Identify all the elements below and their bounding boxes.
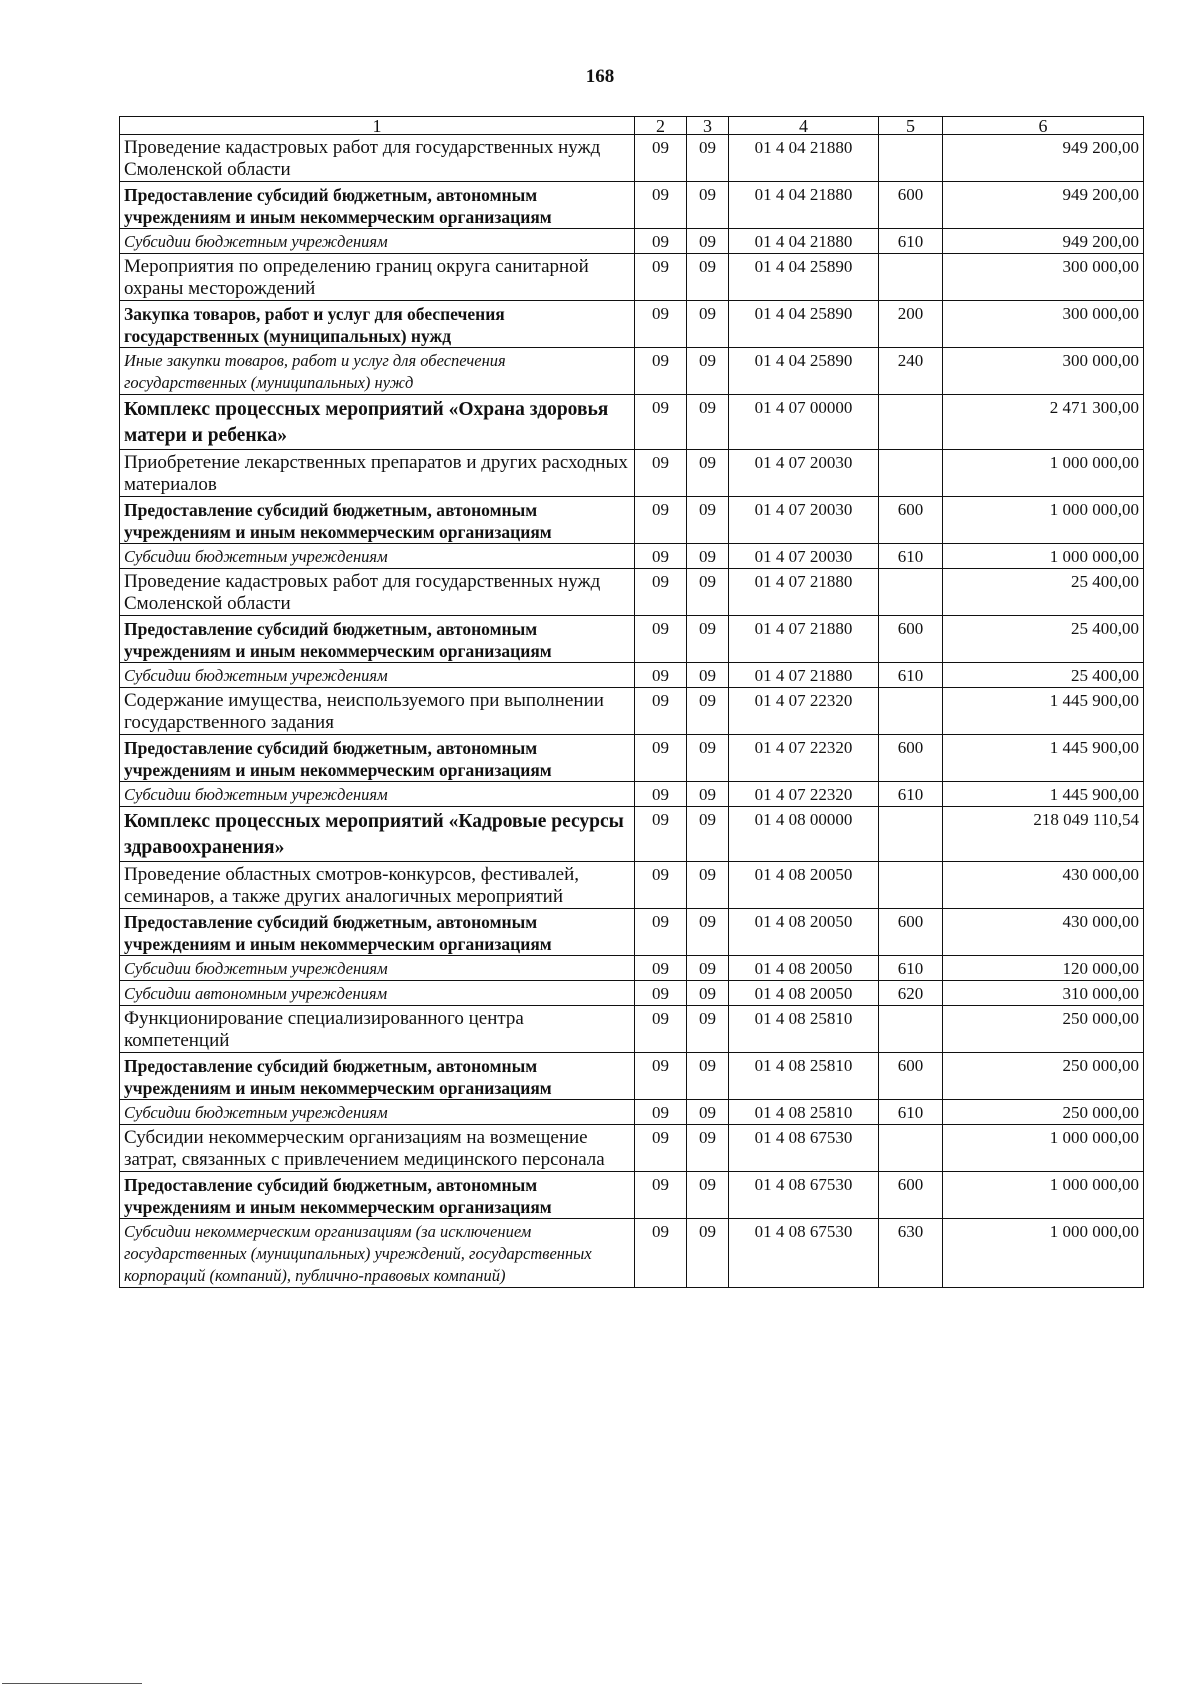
row-subsection-cell: 09 — [687, 862, 729, 909]
row-subsection-cell: 09 — [687, 395, 729, 450]
row-amount-cell: 949 200,00 — [943, 182, 1144, 229]
table-row — [120, 395, 1144, 450]
row-amount-cell: 300 000,00 — [943, 254, 1144, 301]
row-subsection-cell: 09 — [687, 1006, 729, 1053]
row-name-cell: Субсидии бюджетным учреждениям — [120, 229, 635, 254]
header-cell-3: 3 — [687, 117, 729, 135]
row-target-article-cell: 01 4 08 25810 — [729, 1053, 879, 1100]
row-section-cell: 09 — [635, 862, 687, 909]
row-subsection-cell: 09 — [687, 544, 729, 569]
row-expense-type-cell: 600 — [879, 616, 943, 663]
row-name-cell: Субсидии бюджетным учреждениям — [120, 663, 635, 688]
row-subsection-cell: 09 — [687, 735, 729, 782]
row-expense-type-cell: 600 — [879, 497, 943, 544]
row-amount-cell: 300 000,00 — [943, 301, 1144, 348]
row-section-cell: 09 — [635, 544, 687, 569]
row-expense-type-cell — [879, 395, 943, 450]
table-row — [120, 735, 1144, 782]
row-name-cell: Проведение областных смотров-конкурсов, фестивалей, семинаров, а также других аналогичных мероприятий — [120, 862, 635, 909]
row-amount-cell: 1 445 900,00 — [943, 688, 1144, 735]
row-amount-cell: 430 000,00 — [943, 862, 1144, 909]
row-subsection-cell: 09 — [687, 1053, 729, 1100]
row-target-article-cell: 01 4 04 25890 — [729, 348, 879, 395]
row-target-article-cell: 01 4 04 21880 — [729, 182, 879, 229]
row-section-cell: 09 — [635, 348, 687, 395]
row-target-article-cell: 01 4 07 22320 — [729, 688, 879, 735]
row-target-article-cell: 01 4 08 25810 — [729, 1100, 879, 1125]
row-amount-cell: 218 049 110,54 — [943, 807, 1144, 862]
row-section-cell: 09 — [635, 956, 687, 981]
table-row — [120, 1125, 1144, 1172]
table-row — [120, 182, 1144, 229]
row-section-cell: 09 — [635, 254, 687, 301]
row-target-article-cell: 01 4 07 21880 — [729, 663, 879, 688]
row-expense-type-cell — [879, 569, 943, 616]
table-row — [120, 301, 1144, 348]
table-row — [120, 229, 1144, 254]
row-section-cell: 09 — [635, 569, 687, 616]
row-target-article-cell: 01 4 08 25810 — [729, 1006, 879, 1053]
row-amount-cell: 25 400,00 — [943, 616, 1144, 663]
row-subsection-cell: 09 — [687, 1219, 729, 1288]
row-section-cell: 09 — [635, 301, 687, 348]
row-amount-cell: 430 000,00 — [943, 909, 1144, 956]
table-body — [120, 135, 1144, 1288]
row-subsection-cell: 09 — [687, 348, 729, 395]
row-amount-cell: 949 200,00 — [943, 229, 1144, 254]
row-expense-type-cell: 600 — [879, 735, 943, 782]
row-target-article-cell: 01 4 07 21880 — [729, 616, 879, 663]
row-name-cell: Предоставление субсидий бюджетным, автономным учреждениям и иным некоммерческим организациям — [120, 735, 635, 782]
row-name-cell: Содержание имущества, неиспользуемого при выполнении государственного задания — [120, 688, 635, 735]
table-row — [120, 862, 1144, 909]
row-amount-cell: 25 400,00 — [943, 569, 1144, 616]
row-amount-cell: 1 000 000,00 — [943, 1125, 1144, 1172]
row-name-cell: Мероприятия по определению границ округа санитарной охраны месторождений — [120, 254, 635, 301]
row-section-cell: 09 — [635, 1006, 687, 1053]
row-target-article-cell: 01 4 08 20050 — [729, 909, 879, 956]
row-subsection-cell: 09 — [687, 956, 729, 981]
row-amount-cell: 1 000 000,00 — [943, 1172, 1144, 1219]
row-name-cell: Закупка товаров, работ и услуг для обеспечения государственных (муниципальных) нужд — [120, 301, 635, 348]
header-cell-2: 2 — [635, 117, 687, 135]
row-subsection-cell: 09 — [687, 663, 729, 688]
row-expense-type-cell — [879, 450, 943, 497]
row-name-cell: Проведение кадастровых работ для государственных нужд Смоленской области — [120, 569, 635, 616]
row-target-article-cell: 01 4 07 20030 — [729, 544, 879, 569]
row-section-cell: 09 — [635, 1053, 687, 1100]
row-target-article-cell: 01 4 07 20030 — [729, 450, 879, 497]
row-target-article-cell: 01 4 08 67530 — [729, 1219, 879, 1288]
row-expense-type-cell — [879, 688, 943, 735]
row-amount-cell: 949 200,00 — [943, 135, 1144, 182]
row-name-cell: Субсидии некоммерческим организациям (за исключением государственных (муниципальных) учреждений, государственных корпораций (компаний), публично-правовых компаний) — [120, 1219, 635, 1288]
row-section-cell: 09 — [635, 807, 687, 862]
row-target-article-cell: 01 4 08 67530 — [729, 1125, 879, 1172]
table-row — [120, 348, 1144, 395]
header-cell-5: 5 — [879, 117, 943, 135]
row-target-article-cell: 01 4 04 25890 — [729, 254, 879, 301]
row-subsection-cell: 09 — [687, 616, 729, 663]
row-subsection-cell: 09 — [687, 182, 729, 229]
row-subsection-cell: 09 — [687, 229, 729, 254]
table-row — [120, 135, 1144, 182]
row-target-article-cell: 01 4 08 20050 — [729, 981, 879, 1006]
row-subsection-cell: 09 — [687, 450, 729, 497]
header-cell-4: 4 — [729, 117, 879, 135]
row-section-cell: 09 — [635, 909, 687, 956]
row-target-article-cell: 01 4 04 25890 — [729, 301, 879, 348]
row-amount-cell: 1 000 000,00 — [943, 450, 1144, 497]
row-target-article-cell: 01 4 04 21880 — [729, 135, 879, 182]
row-expense-type-cell: 630 — [879, 1219, 943, 1288]
row-name-cell: Иные закупки товаров, работ и услуг для обеспечения государственных (муниципальных) нужд — [120, 348, 635, 395]
row-amount-cell: 250 000,00 — [943, 1006, 1144, 1053]
table-row — [120, 807, 1144, 862]
table-row — [120, 956, 1144, 981]
row-name-cell: Функционирование специализированного центра компетенций — [120, 1006, 635, 1053]
row-section-cell: 09 — [635, 182, 687, 229]
row-name-cell: Приобретение лекарственных препаратов и других расходных материалов — [120, 450, 635, 497]
row-expense-type-cell — [879, 862, 943, 909]
footer-rule — [2, 1683, 142, 1684]
row-section-cell: 09 — [635, 1125, 687, 1172]
table-row — [120, 1006, 1144, 1053]
row-section-cell: 09 — [635, 616, 687, 663]
table-row — [120, 782, 1144, 807]
row-subsection-cell: 09 — [687, 135, 729, 182]
table-row — [120, 688, 1144, 735]
row-name-cell: Предоставление субсидий бюджетным, автономным учреждениям и иным некоммерческим организациям — [120, 1172, 635, 1219]
row-expense-type-cell — [879, 1006, 943, 1053]
row-name-cell: Комплекс процессных мероприятий «Охрана здоровья матери и ребенка» — [120, 395, 635, 450]
row-name-cell: Предоставление субсидий бюджетным, автономным учреждениям и иным некоммерческим организациям — [120, 1053, 635, 1100]
row-target-article-cell: 01 4 04 21880 — [729, 229, 879, 254]
row-amount-cell: 250 000,00 — [943, 1053, 1144, 1100]
row-section-cell: 09 — [635, 782, 687, 807]
row-subsection-cell: 09 — [687, 301, 729, 348]
row-section-cell: 09 — [635, 688, 687, 735]
row-expense-type-cell: 610 — [879, 663, 943, 688]
table-row — [120, 616, 1144, 663]
row-subsection-cell: 09 — [687, 981, 729, 1006]
row-amount-cell: 2 471 300,00 — [943, 395, 1144, 450]
row-amount-cell: 1 000 000,00 — [943, 497, 1144, 544]
row-name-cell: Предоставление субсидий бюджетным, автономным учреждениям и иным некоммерческим организациям — [120, 616, 635, 663]
row-section-cell: 09 — [635, 229, 687, 254]
row-expense-type-cell: 610 — [879, 544, 943, 569]
row-target-article-cell: 01 4 08 20050 — [729, 956, 879, 981]
row-subsection-cell: 09 — [687, 569, 729, 616]
row-section-cell: 09 — [635, 135, 687, 182]
row-subsection-cell: 09 — [687, 254, 729, 301]
row-expense-type-cell — [879, 1125, 943, 1172]
table-header-row — [120, 117, 1144, 135]
row-expense-type-cell — [879, 254, 943, 301]
row-section-cell: 09 — [635, 663, 687, 688]
row-amount-cell: 1 000 000,00 — [943, 1219, 1144, 1288]
table-row — [120, 1172, 1144, 1219]
row-expense-type-cell: 200 — [879, 301, 943, 348]
row-name-cell: Субсидии некоммерческим организациям на возмещение затрат, связанных с привлечением медицинского персонала — [120, 1125, 635, 1172]
page-number: 168 — [585, 66, 615, 87]
row-section-cell: 09 — [635, 981, 687, 1006]
row-name-cell: Предоставление субсидий бюджетным, автономным учреждениям и иным некоммерческим организациям — [120, 497, 635, 544]
row-name-cell: Субсидии бюджетным учреждениям — [120, 956, 635, 981]
row-expense-type-cell: 600 — [879, 1053, 943, 1100]
table-row — [120, 663, 1144, 688]
row-section-cell: 09 — [635, 1219, 687, 1288]
row-subsection-cell: 09 — [687, 497, 729, 544]
row-name-cell: Предоставление субсидий бюджетным, автономным учреждениям и иным некоммерческим организациям — [120, 909, 635, 956]
table-row — [120, 254, 1144, 301]
row-amount-cell: 250 000,00 — [943, 1100, 1144, 1125]
row-expense-type-cell: 610 — [879, 1100, 943, 1125]
row-target-article-cell: 01 4 07 21880 — [729, 569, 879, 616]
row-name-cell: Комплекс процессных мероприятий «Кадровые ресурсы здравоохранения» — [120, 807, 635, 862]
row-expense-type-cell: 620 — [879, 981, 943, 1006]
budget-table — [119, 116, 1144, 1288]
row-subsection-cell: 09 — [687, 1100, 729, 1125]
row-name-cell: Субсидии автономным учреждениям — [120, 981, 635, 1006]
row-amount-cell: 120 000,00 — [943, 956, 1144, 981]
row-expense-type-cell: 600 — [879, 909, 943, 956]
row-expense-type-cell: 600 — [879, 1172, 943, 1219]
row-section-cell: 09 — [635, 497, 687, 544]
row-expense-type-cell — [879, 135, 943, 182]
row-section-cell: 09 — [635, 735, 687, 782]
row-target-article-cell: 01 4 07 00000 — [729, 395, 879, 450]
row-target-article-cell: 01 4 07 22320 — [729, 735, 879, 782]
row-name-cell: Субсидии бюджетным учреждениям — [120, 782, 635, 807]
table-row — [120, 1053, 1144, 1100]
table-row — [120, 569, 1144, 616]
row-amount-cell: 310 000,00 — [943, 981, 1144, 1006]
table-row — [120, 497, 1144, 544]
row-expense-type-cell — [879, 807, 943, 862]
row-amount-cell: 1 445 900,00 — [943, 735, 1144, 782]
table-row — [120, 981, 1144, 1006]
row-expense-type-cell: 240 — [879, 348, 943, 395]
table-row — [120, 909, 1144, 956]
row-name-cell: Предоставление субсидий бюджетным, автономным учреждениям и иным некоммерческим организациям — [120, 182, 635, 229]
header-cell-1: 1 — [120, 117, 635, 135]
row-amount-cell: 300 000,00 — [943, 348, 1144, 395]
row-section-cell: 09 — [635, 1100, 687, 1125]
row-target-article-cell: 01 4 08 20050 — [729, 862, 879, 909]
row-subsection-cell: 09 — [687, 909, 729, 956]
table-row — [120, 450, 1144, 497]
header-cell-6: 6 — [943, 117, 1144, 135]
row-section-cell: 09 — [635, 1172, 687, 1219]
table-row — [120, 544, 1144, 569]
row-subsection-cell: 09 — [687, 1172, 729, 1219]
row-name-cell: Субсидии бюджетным учреждениям — [120, 544, 635, 569]
table-row — [120, 1100, 1144, 1125]
row-expense-type-cell: 610 — [879, 782, 943, 807]
row-target-article-cell: 01 4 08 67530 — [729, 1172, 879, 1219]
table-row — [120, 1219, 1144, 1288]
row-target-article-cell: 01 4 07 20030 — [729, 497, 879, 544]
row-target-article-cell: 01 4 08 00000 — [729, 807, 879, 862]
row-amount-cell: 1 445 900,00 — [943, 782, 1144, 807]
row-target-article-cell: 01 4 07 22320 — [729, 782, 879, 807]
row-amount-cell: 1 000 000,00 — [943, 544, 1144, 569]
row-subsection-cell: 09 — [687, 807, 729, 862]
row-amount-cell: 25 400,00 — [943, 663, 1144, 688]
row-subsection-cell: 09 — [687, 1125, 729, 1172]
row-section-cell: 09 — [635, 450, 687, 497]
row-section-cell: 09 — [635, 395, 687, 450]
row-expense-type-cell: 610 — [879, 229, 943, 254]
row-expense-type-cell: 600 — [879, 182, 943, 229]
row-name-cell: Проведение кадастровых работ для государственных нужд Смоленской области — [120, 135, 635, 182]
row-subsection-cell: 09 — [687, 782, 729, 807]
row-name-cell: Субсидии бюджетным учреждениям — [120, 1100, 635, 1125]
row-expense-type-cell: 610 — [879, 956, 943, 981]
row-subsection-cell: 09 — [687, 688, 729, 735]
